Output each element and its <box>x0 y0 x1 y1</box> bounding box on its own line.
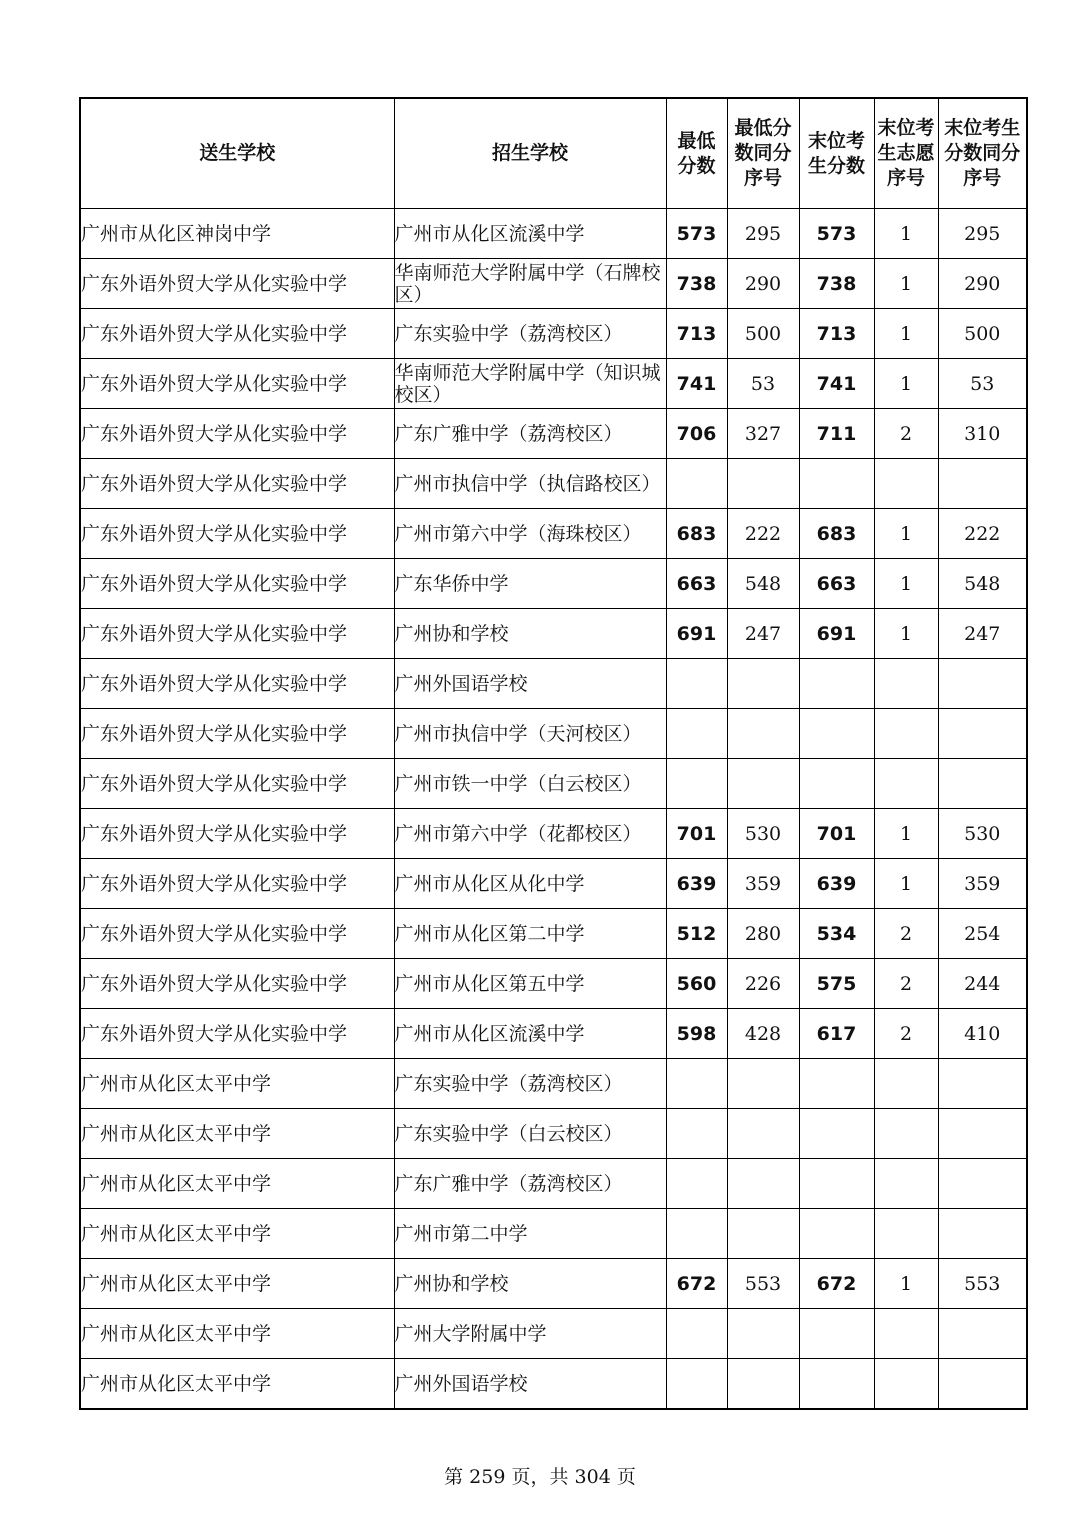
table-row <box>80 1009 1027 1059</box>
table-row <box>80 1359 1027 1410</box>
table-row <box>80 459 1027 509</box>
cell-min-score-tie-rank <box>727 1359 799 1410</box>
cell-min-score <box>666 1109 727 1159</box>
cell-min-score <box>666 659 727 709</box>
cell-last-student-tie-rank <box>938 1059 1027 1109</box>
table-row <box>80 1109 1027 1159</box>
cell-admitting-school: 广东实验中学（白云校区） <box>394 1109 666 1159</box>
table-row <box>80 709 1027 759</box>
header-sending-school: 送生学校 <box>80 98 394 209</box>
cell-last-student-tie-rank <box>938 459 1027 509</box>
cell-last-student-tie-rank: 500 <box>938 309 1027 359</box>
cell-sending-school: 广州市从化区太平中学 <box>80 1309 394 1359</box>
cell-last-student-choice-rank <box>874 659 938 709</box>
cell-min-score-tie-rank: 327 <box>727 409 799 459</box>
cell-min-score: 691 <box>666 609 727 659</box>
cell-last-student-choice-rank: 2 <box>874 409 938 459</box>
cell-admitting-school: 广州大学附属中学 <box>394 1309 666 1359</box>
cell-last-student-score: 663 <box>799 559 874 609</box>
table-row <box>80 259 1027 309</box>
cell-sending-school: 广东外语外贸大学从化实验中学 <box>80 409 394 459</box>
cell-sending-school: 广东外语外贸大学从化实验中学 <box>80 459 394 509</box>
cell-sending-school: 广东外语外贸大学从化实验中学 <box>80 559 394 609</box>
cell-last-student-tie-rank: 53 <box>938 359 1027 409</box>
cell-last-student-tie-rank <box>938 1209 1027 1259</box>
cell-min-score-tie-rank <box>727 709 799 759</box>
cell-last-student-score: 575 <box>799 959 874 1009</box>
table-row <box>80 309 1027 359</box>
cell-last-student-tie-rank: 290 <box>938 259 1027 309</box>
cell-last-student-score <box>799 1059 874 1109</box>
cell-admitting-school: 广州市执信中学（天河校区） <box>394 709 666 759</box>
cell-min-score: 683 <box>666 509 727 559</box>
cell-min-score: 598 <box>666 1009 727 1059</box>
cell-min-score: 639 <box>666 859 727 909</box>
cell-min-score-tie-rank <box>727 659 799 709</box>
table-row <box>80 609 1027 659</box>
cell-last-student-choice-rank: 1 <box>874 509 938 559</box>
cell-admitting-school: 广州市从化区流溪中学 <box>394 209 666 259</box>
cell-last-student-tie-rank <box>938 659 1027 709</box>
cell-last-student-score <box>799 1109 874 1159</box>
table-row <box>80 409 1027 459</box>
cell-admitting-school: 广州外国语学校 <box>394 1359 666 1410</box>
table-row <box>80 859 1027 909</box>
cell-last-student-score <box>799 1309 874 1359</box>
cell-min-score: 663 <box>666 559 727 609</box>
cell-admitting-school: 广东广雅中学（荔湾校区） <box>394 409 666 459</box>
cell-sending-school: 广东外语外贸大学从化实验中学 <box>80 1009 394 1059</box>
cell-last-student-score <box>799 709 874 759</box>
cell-min-score <box>666 1059 727 1109</box>
header-last-student-score: 末位考生分数 <box>799 98 874 209</box>
cell-min-score-tie-rank: 290 <box>727 259 799 309</box>
cell-last-student-tie-rank: 247 <box>938 609 1027 659</box>
admission-score-table <box>79 97 1028 1410</box>
cell-last-student-choice-rank <box>874 1309 938 1359</box>
cell-min-score-tie-rank: 553 <box>727 1259 799 1309</box>
cell-last-student-tie-rank: 359 <box>938 859 1027 909</box>
cell-sending-school: 广东外语外贸大学从化实验中学 <box>80 709 394 759</box>
cell-last-student-score: 683 <box>799 509 874 559</box>
cell-last-student-tie-rank <box>938 1359 1027 1410</box>
cell-admitting-school: 广东实验中学（荔湾校区） <box>394 309 666 359</box>
cell-sending-school: 广东外语外贸大学从化实验中学 <box>80 609 394 659</box>
cell-last-student-choice-rank: 2 <box>874 909 938 959</box>
cell-min-score-tie-rank: 280 <box>727 909 799 959</box>
cell-last-student-score <box>799 759 874 809</box>
cell-admitting-school: 广州外国语学校 <box>394 659 666 709</box>
cell-admitting-school: 广州市铁一中学（白云校区） <box>394 759 666 809</box>
cell-min-score-tie-rank <box>727 459 799 509</box>
cell-last-student-tie-rank: 244 <box>938 959 1027 1009</box>
cell-admitting-school: 广州市第六中学（海珠校区） <box>394 509 666 559</box>
cell-admitting-school: 广州协和学校 <box>394 609 666 659</box>
cell-admitting-school: 广州市从化区从化中学 <box>394 859 666 909</box>
cell-sending-school: 广东外语外贸大学从化实验中学 <box>80 659 394 709</box>
cell-min-score-tie-rank <box>727 1209 799 1259</box>
cell-min-score <box>666 459 727 509</box>
cell-last-student-score: 738 <box>799 259 874 309</box>
table-body <box>80 209 1027 1410</box>
cell-admitting-school: 华南师范大学附属中学（知识城校区） <box>394 359 666 409</box>
cell-admitting-school: 广东实验中学（荔湾校区） <box>394 1059 666 1109</box>
cell-last-student-choice-rank: 2 <box>874 1009 938 1059</box>
cell-last-student-tie-rank: 222 <box>938 509 1027 559</box>
cell-last-student-choice-rank <box>874 459 938 509</box>
cell-last-student-score: 617 <box>799 1009 874 1059</box>
cell-admitting-school: 华南师范大学附属中学（石牌校区） <box>394 259 666 309</box>
cell-min-score-tie-rank <box>727 1109 799 1159</box>
header-last-student-choice-rank: 末位考生志愿序号 <box>874 98 938 209</box>
cell-last-student-tie-rank: 530 <box>938 809 1027 859</box>
cell-last-student-score <box>799 1359 874 1410</box>
cell-admitting-school: 广州市执信中学（执信路校区） <box>394 459 666 509</box>
cell-admitting-school: 广州市第六中学（花都校区） <box>394 809 666 859</box>
cell-min-score <box>666 1309 727 1359</box>
cell-sending-school: 广州市从化区太平中学 <box>80 1259 394 1309</box>
cell-sending-school: 广州市从化区太平中学 <box>80 1159 394 1209</box>
cell-last-student-score: 711 <box>799 409 874 459</box>
cell-last-student-tie-rank: 410 <box>938 1009 1027 1059</box>
cell-last-student-choice-rank: 1 <box>874 209 938 259</box>
cell-last-student-choice-rank: 2 <box>874 959 938 1009</box>
cell-last-student-tie-rank: 548 <box>938 559 1027 609</box>
cell-sending-school: 广州市从化区太平中学 <box>80 1209 394 1259</box>
cell-last-student-score: 691 <box>799 609 874 659</box>
cell-last-student-choice-rank: 1 <box>874 809 938 859</box>
cell-admitting-school: 广州市从化区流溪中学 <box>394 1009 666 1059</box>
cell-last-student-tie-rank: 295 <box>938 209 1027 259</box>
cell-sending-school: 广东外语外贸大学从化实验中学 <box>80 509 394 559</box>
table-row <box>80 1159 1027 1209</box>
cell-min-score <box>666 1359 727 1410</box>
cell-min-score: 512 <box>666 909 727 959</box>
cell-min-score-tie-rank: 530 <box>727 809 799 859</box>
cell-admitting-school: 广东华侨中学 <box>394 559 666 609</box>
cell-min-score <box>666 709 727 759</box>
cell-sending-school: 广东外语外贸大学从化实验中学 <box>80 859 394 909</box>
cell-last-student-score: 639 <box>799 859 874 909</box>
table-row <box>80 1309 1027 1359</box>
cell-min-score-tie-rank: 295 <box>727 209 799 259</box>
cell-last-student-score <box>799 459 874 509</box>
cell-sending-school: 广东外语外贸大学从化实验中学 <box>80 759 394 809</box>
cell-sending-school: 广东外语外贸大学从化实验中学 <box>80 259 394 309</box>
cell-last-student-choice-rank: 1 <box>874 859 938 909</box>
cell-min-score: 738 <box>666 259 727 309</box>
cell-last-student-score <box>799 1159 874 1209</box>
cell-sending-school: 广东外语外贸大学从化实验中学 <box>80 359 394 409</box>
cell-min-score-tie-rank <box>727 1309 799 1359</box>
cell-last-student-tie-rank <box>938 759 1027 809</box>
cell-last-student-choice-rank: 1 <box>874 309 938 359</box>
cell-admitting-school: 广州市从化区第二中学 <box>394 909 666 959</box>
header-row <box>80 98 1027 209</box>
cell-min-score <box>666 1209 727 1259</box>
cell-last-student-tie-rank <box>938 1159 1027 1209</box>
cell-sending-school: 广东外语外贸大学从化实验中学 <box>80 959 394 1009</box>
cell-sending-school: 广州市从化区太平中学 <box>80 1359 394 1410</box>
cell-last-student-choice-rank: 1 <box>874 359 938 409</box>
cell-admitting-school: 广州市从化区第五中学 <box>394 959 666 1009</box>
cell-last-student-choice-rank <box>874 1209 938 1259</box>
cell-last-student-score <box>799 659 874 709</box>
table-row <box>80 359 1027 409</box>
table-row <box>80 659 1027 709</box>
cell-last-student-choice-rank <box>874 1359 938 1410</box>
cell-admitting-school: 广州协和学校 <box>394 1259 666 1309</box>
cell-min-score: 741 <box>666 359 727 409</box>
header-last-student-tie-rank: 末位考生分数同分序号 <box>938 98 1027 209</box>
cell-min-score-tie-rank: 247 <box>727 609 799 659</box>
cell-last-student-choice-rank: 1 <box>874 559 938 609</box>
cell-min-score-tie-rank <box>727 1159 799 1209</box>
cell-last-student-choice-rank <box>874 709 938 759</box>
cell-last-student-tie-rank: 310 <box>938 409 1027 459</box>
cell-last-student-choice-rank: 1 <box>874 1259 938 1309</box>
table-row <box>80 1209 1027 1259</box>
cell-last-student-choice-rank <box>874 1159 938 1209</box>
table-row <box>80 1259 1027 1309</box>
cell-last-student-tie-rank <box>938 709 1027 759</box>
cell-admitting-school: 广东广雅中学（荔湾校区） <box>394 1159 666 1209</box>
cell-min-score <box>666 1159 727 1209</box>
cell-last-student-tie-rank: 254 <box>938 909 1027 959</box>
cell-last-student-tie-rank <box>938 1109 1027 1159</box>
cell-sending-school: 广东外语外贸大学从化实验中学 <box>80 909 394 959</box>
cell-sending-school: 广州市从化区太平中学 <box>80 1059 394 1109</box>
cell-min-score: 706 <box>666 409 727 459</box>
header-admitting-school: 招生学校 <box>394 98 666 209</box>
table-row <box>80 809 1027 859</box>
cell-min-score: 672 <box>666 1259 727 1309</box>
table-row <box>80 509 1027 559</box>
table-row <box>80 759 1027 809</box>
cell-last-student-score: 573 <box>799 209 874 259</box>
cell-last-student-score: 713 <box>799 309 874 359</box>
cell-last-student-score: 672 <box>799 1259 874 1309</box>
cell-last-student-score: 741 <box>799 359 874 409</box>
cell-min-score: 713 <box>666 309 727 359</box>
table-row <box>80 559 1027 609</box>
cell-last-student-score: 701 <box>799 809 874 859</box>
cell-min-score: 701 <box>666 809 727 859</box>
page-number-footer: 第 259 页，共 304 页 <box>444 1466 636 1488</box>
cell-sending-school: 广东外语外贸大学从化实验中学 <box>80 809 394 859</box>
cell-last-student-choice-rank <box>874 1109 938 1159</box>
cell-last-student-choice-rank <box>874 759 938 809</box>
cell-last-student-tie-rank <box>938 1309 1027 1359</box>
table-row <box>80 209 1027 259</box>
cell-sending-school: 广州市从化区神岗中学 <box>80 209 394 259</box>
cell-last-student-score <box>799 1209 874 1259</box>
cell-min-score: 573 <box>666 209 727 259</box>
header-min-score: 最低分数 <box>666 98 727 209</box>
cell-last-student-tie-rank: 553 <box>938 1259 1027 1309</box>
cell-last-student-choice-rank: 1 <box>874 259 938 309</box>
header-min-score-tie-rank: 最低分数同分序号 <box>727 98 799 209</box>
cell-min-score-tie-rank: 548 <box>727 559 799 609</box>
cell-last-student-choice-rank: 1 <box>874 609 938 659</box>
cell-last-student-score: 534 <box>799 909 874 959</box>
table-row <box>80 909 1027 959</box>
cell-min-score-tie-rank: 53 <box>727 359 799 409</box>
cell-min-score-tie-rank: 428 <box>727 1009 799 1059</box>
cell-min-score-tie-rank: 359 <box>727 859 799 909</box>
cell-min-score-tie-rank <box>727 759 799 809</box>
cell-sending-school: 广州市从化区太平中学 <box>80 1109 394 1159</box>
cell-last-student-choice-rank <box>874 1059 938 1109</box>
table-row <box>80 959 1027 1009</box>
cell-sending-school: 广东外语外贸大学从化实验中学 <box>80 309 394 359</box>
table-row <box>80 1059 1027 1109</box>
cell-min-score-tie-rank <box>727 1059 799 1109</box>
cell-min-score <box>666 759 727 809</box>
cell-min-score: 560 <box>666 959 727 1009</box>
cell-min-score-tie-rank: 226 <box>727 959 799 1009</box>
cell-admitting-school: 广州市第二中学 <box>394 1209 666 1259</box>
cell-min-score-tie-rank: 500 <box>727 309 799 359</box>
cell-min-score-tie-rank: 222 <box>727 509 799 559</box>
